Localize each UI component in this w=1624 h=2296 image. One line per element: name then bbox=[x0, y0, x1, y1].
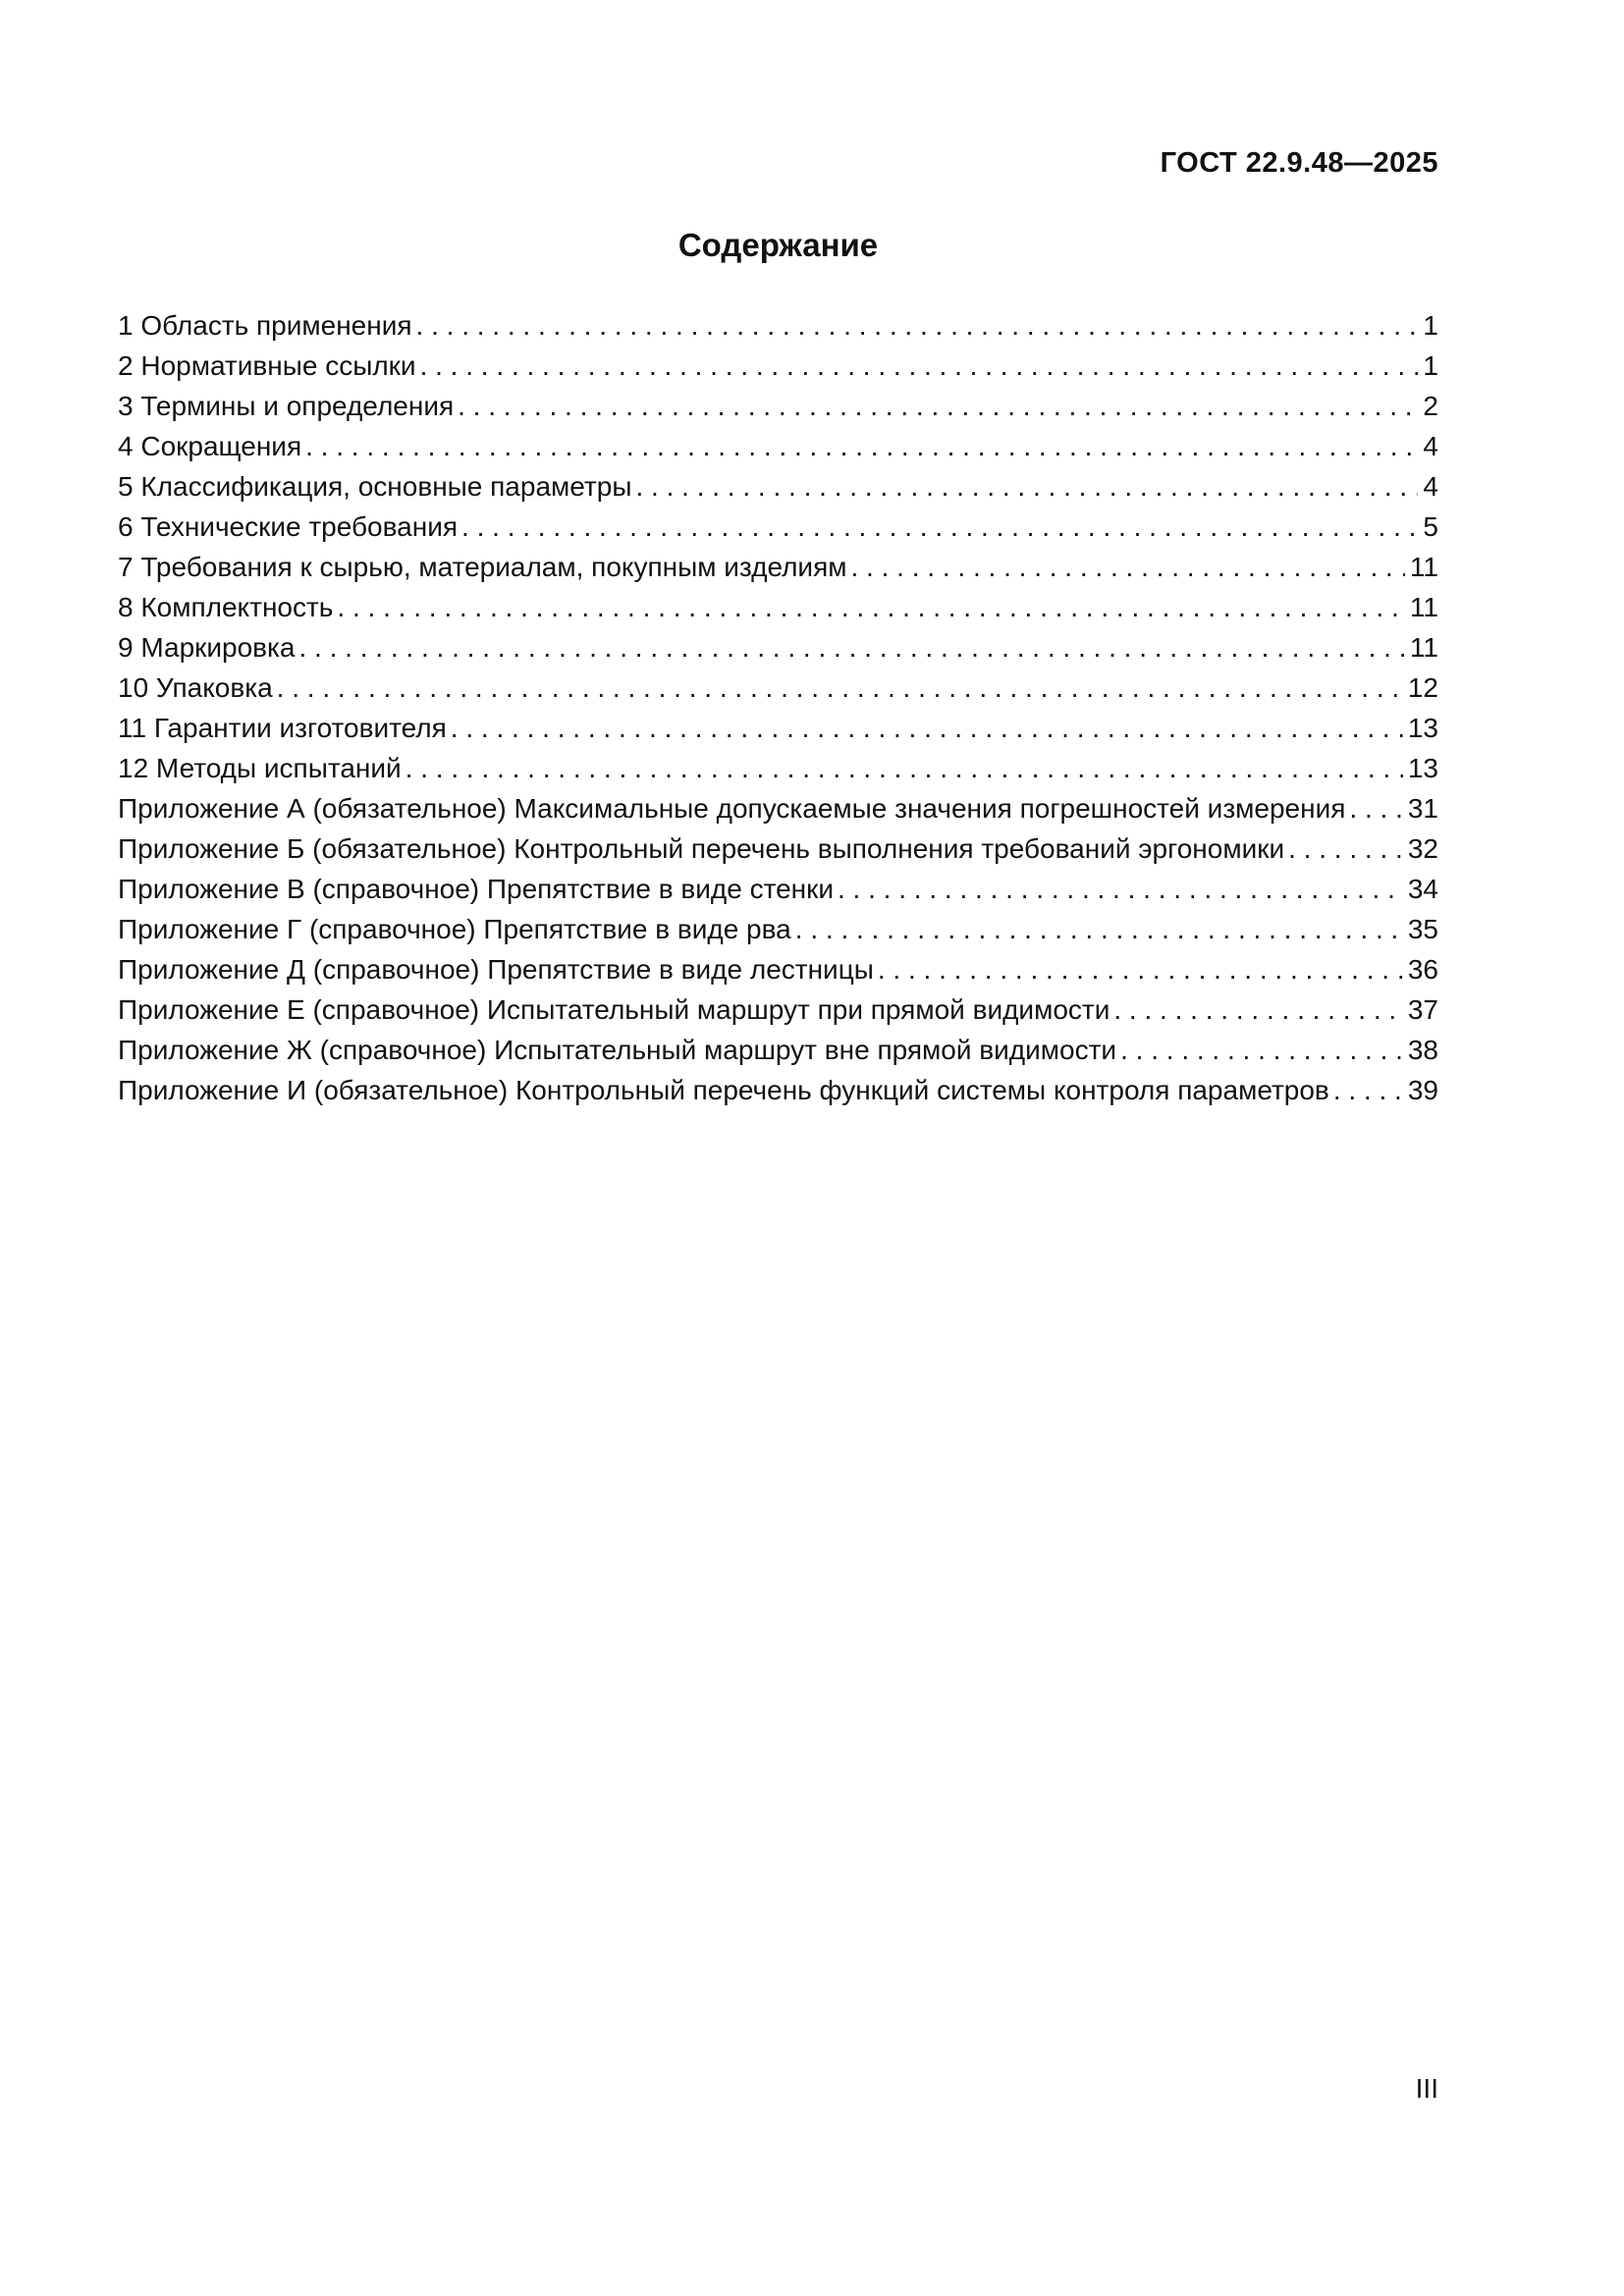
toc-entry bbox=[118, 828, 1438, 869]
toc-entry-label: 4 Сокращения bbox=[118, 431, 302, 461]
toc-entry-page: 11 bbox=[1409, 552, 1438, 582]
toc-dot-leader bbox=[1345, 788, 1402, 828]
toc-entry-page: 36 bbox=[1407, 954, 1438, 985]
toc-entry-label: 9 Маркировка bbox=[118, 632, 296, 663]
toc-entry-label: 6 Технические требования bbox=[118, 511, 459, 542]
toc-dot-leader bbox=[1329, 1070, 1403, 1110]
toc-entry-label: Приложение Е (справочное) Испытательный маршрут при прямой видимости bbox=[118, 994, 1110, 1025]
toc-entry bbox=[118, 426, 1438, 466]
toc-entry-page: 2 bbox=[1423, 391, 1438, 421]
toc-dot-leader bbox=[447, 708, 1403, 748]
toc-dot-leader bbox=[402, 748, 1403, 788]
toc-entry bbox=[118, 507, 1438, 547]
toc-entry-page: 37 bbox=[1407, 994, 1438, 1025]
toc-entry-label: Приложение В (справочное) Препятствие в виде стенки bbox=[118, 874, 834, 904]
toc-entry bbox=[118, 587, 1438, 627]
toc-entry-label: Приложение Ж (справочное) Испытательный маршрут вне прямой видимости bbox=[118, 1035, 1117, 1065]
toc-entry-label: Приложение Г (справочное) Препятствие в виде рва bbox=[118, 914, 791, 944]
toc-entry-label: 8 Комплектность bbox=[118, 592, 334, 622]
toc-dot-leader bbox=[1110, 989, 1402, 1030]
table-of-contents bbox=[118, 305, 1438, 1110]
toc-entry-label: Приложение А (обязательное) Максимальные допускаемые значения погрешностей измерения bbox=[118, 793, 1346, 824]
toc-entry bbox=[118, 1070, 1438, 1110]
toc-entry-label: 3 Термины и определения bbox=[118, 391, 455, 421]
toc-entry bbox=[118, 869, 1438, 909]
toc-dot-leader bbox=[1284, 828, 1403, 869]
toc-entry-page: 32 bbox=[1407, 833, 1438, 864]
toc-dot-leader bbox=[273, 667, 1403, 708]
toc-entry bbox=[118, 466, 1438, 507]
toc-entry-label: Приложение Б (обязательное) Контрольный перечень выполнения требований эргономики bbox=[118, 833, 1285, 864]
toc-dot-leader bbox=[631, 466, 1418, 507]
toc-dot-leader bbox=[846, 547, 1404, 587]
toc-dot-leader bbox=[301, 426, 1418, 466]
toc-entry bbox=[118, 788, 1438, 828]
toc-entry-label: 2 Нормативные ссылки bbox=[118, 350, 416, 381]
page-number: III bbox=[1415, 2073, 1438, 2104]
toc-entry-page: 39 bbox=[1407, 1075, 1438, 1105]
toc-entry bbox=[118, 708, 1438, 748]
toc-dot-leader bbox=[454, 386, 1418, 426]
page-title: Содержание bbox=[677, 227, 879, 263]
toc-entry bbox=[118, 627, 1438, 667]
toc-entry bbox=[118, 667, 1438, 708]
toc-dot-leader bbox=[1116, 1030, 1403, 1070]
toc-entry-label: 5 Классификация, основные параметры bbox=[118, 471, 632, 502]
toc-entry-label: 7 Требования к сырью, материалам, покупным изделиям bbox=[118, 552, 847, 582]
toc-entry-label: 1 Область применения bbox=[118, 310, 412, 341]
toc-entry bbox=[118, 1030, 1438, 1070]
toc-dot-leader bbox=[458, 507, 1418, 547]
toc-entry-page: 1 bbox=[1423, 350, 1438, 381]
toc-entry bbox=[118, 547, 1438, 587]
toc-entry-page: 5 bbox=[1423, 511, 1438, 542]
toc-entry-label: Приложение Д (справочное) Препятствие в виде лестницы bbox=[118, 954, 874, 985]
toc-entry bbox=[118, 949, 1438, 989]
toc-dot-leader bbox=[874, 949, 1403, 989]
toc-entry-page: 31 bbox=[1407, 793, 1438, 824]
toc-entry-page: 38 bbox=[1407, 1035, 1438, 1065]
document-code: ГОСТ 22.9.48—2025 bbox=[1160, 147, 1438, 179]
toc-entry bbox=[118, 346, 1438, 386]
toc-entry-page: 11 bbox=[1409, 632, 1438, 663]
toc-entry bbox=[118, 989, 1438, 1030]
toc-entry-label: 10 Упаковка bbox=[118, 672, 273, 703]
toc-entry bbox=[118, 386, 1438, 426]
toc-entry-label: 12 Методы испытаний bbox=[118, 753, 402, 783]
toc-entry-page: 11 bbox=[1409, 592, 1438, 622]
toc-dot-leader bbox=[333, 587, 1405, 627]
toc-entry-page: 12 bbox=[1407, 672, 1438, 703]
toc-dot-leader bbox=[834, 869, 1403, 909]
toc-entry-page: 13 bbox=[1407, 713, 1438, 743]
toc-entry-page: 1 bbox=[1423, 310, 1438, 341]
toc-entry-page: 4 bbox=[1423, 431, 1438, 461]
toc-dot-leader bbox=[295, 627, 1404, 667]
toc-dot-leader bbox=[412, 305, 1419, 346]
toc-entry-page: 35 bbox=[1407, 914, 1438, 944]
toc-dot-leader bbox=[791, 909, 1403, 949]
toc-entry bbox=[118, 909, 1438, 949]
toc-entry-label: 11 Гарантии изготовителя bbox=[118, 713, 447, 743]
toc-entry-label: Приложение И (обязательное) Контрольный перечень функций системы контроля параметров bbox=[118, 1075, 1329, 1105]
toc-entry bbox=[118, 305, 1438, 346]
toc-entry-page: 4 bbox=[1423, 471, 1438, 502]
toc-entry-page: 13 bbox=[1407, 753, 1438, 783]
toc-entry bbox=[118, 748, 1438, 788]
toc-dot-leader bbox=[416, 346, 1419, 386]
toc-entry-page: 34 bbox=[1407, 874, 1438, 904]
